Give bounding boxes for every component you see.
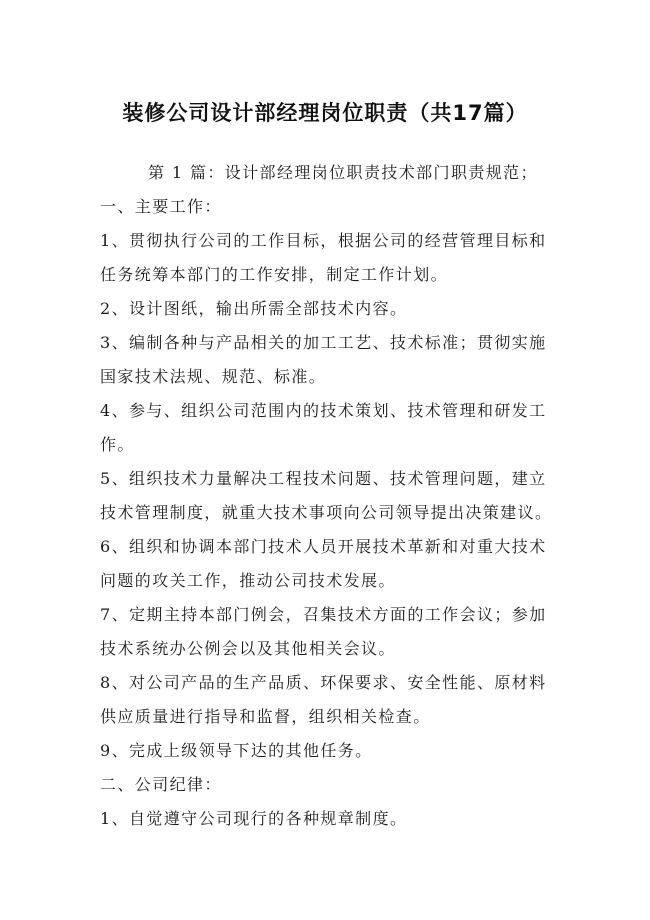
paragraph-line: 作。	[100, 435, 135, 454]
paragraph-line: 2、设计图纸，输出所需全部技术内容。	[100, 299, 408, 318]
paragraph-line: 6、组织和协调本部门技术人员开展技术革新和对重大技术	[100, 537, 547, 556]
paragraph-line: 4、参与、组织公司范围内的技术策划、技术管理和研发工	[100, 401, 547, 420]
paragraph-line: 7、定期主持本部门例会，召集技术方面的工作会议；参加	[100, 605, 547, 624]
paragraph-line: 5、组织技术力量解决工程技术问题、技术管理问题，建立	[100, 469, 547, 488]
paragraph-line: 1、自觉遵守公司现行的各种规章制度。	[100, 809, 408, 828]
paragraph-line: 技术系统办公例会以及其他相关会议。	[100, 639, 396, 658]
document-body	[100, 156, 560, 836]
paragraph-line: 8、对公司产品的生产品质、环保要求、安全性能、原材料	[100, 673, 547, 692]
paragraph-line: 国家技术法规、规范、标准。	[100, 367, 327, 386]
paragraph-line: 9、完成上级领导下达的其他任务。	[100, 741, 373, 760]
section-heading-discipline: 二、公司纪律：	[100, 775, 222, 794]
paragraph-line: 供应质量进行指导和监督，组织相关检查。	[100, 707, 431, 726]
paragraph-line: 技术管理制度，就重大技术事项向公司领导提出决策建议。	[100, 503, 553, 522]
paragraph-line: 任务统筹本部门的工作安排，制定工作计划。	[100, 265, 449, 284]
paragraph-line: 1、贯彻执行公司的工作目标，根据公司的经营管理目标和	[100, 231, 547, 250]
paragraph-line: 3、编制各种与产品相关的加工工艺、技术标准；贯彻实施	[100, 333, 547, 352]
section-heading-main-work: 一、主要工作：	[100, 197, 222, 216]
chapter-heading: 第 1 篇：设计部经理岗位职责技术部门职责规范；	[148, 163, 538, 182]
paragraph-line: 问题的攻关工作，推动公司技术发展。	[100, 571, 396, 590]
document-title: 装修公司设计部经理岗位职责（共17篇）	[122, 101, 528, 125]
